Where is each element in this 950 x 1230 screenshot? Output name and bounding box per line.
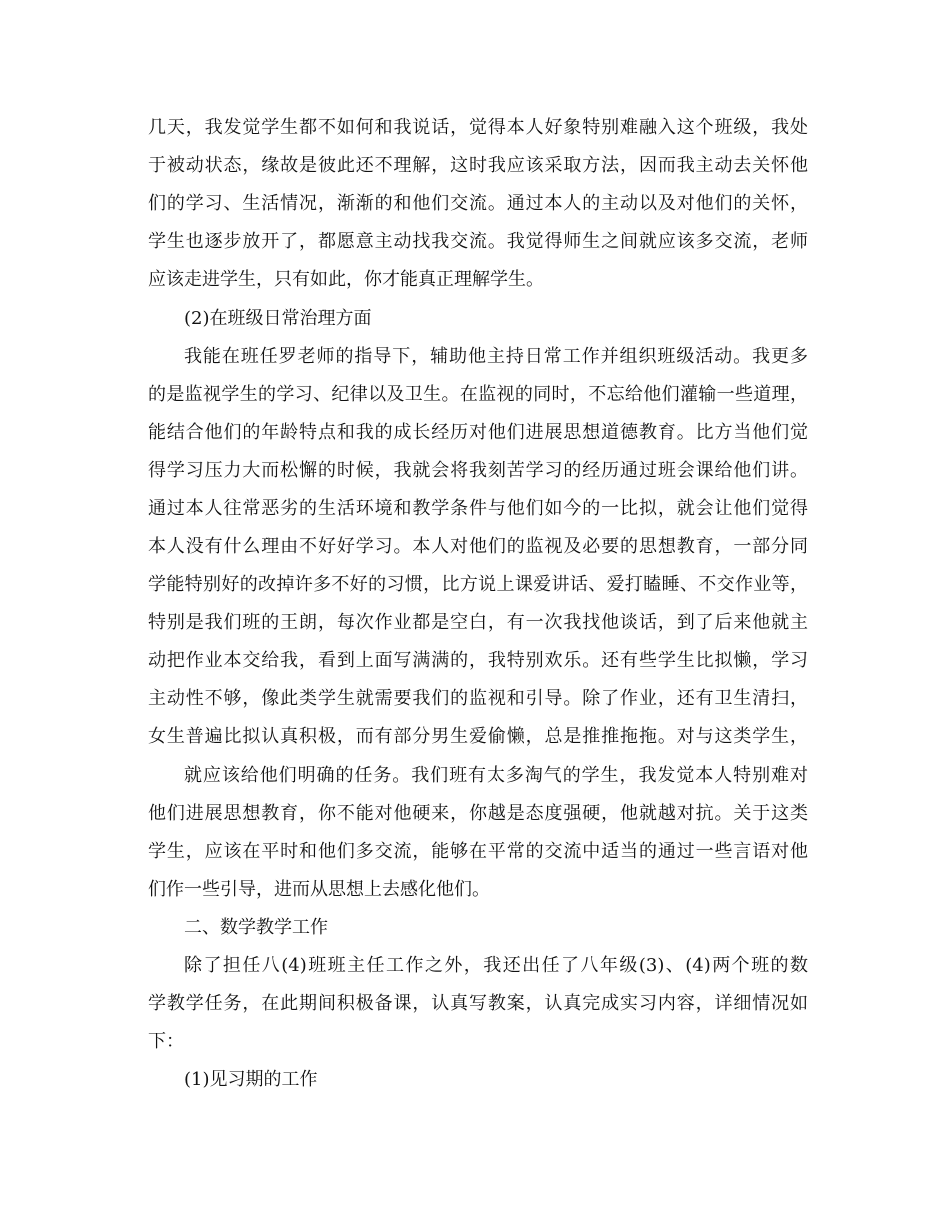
text-line: (1)见习期的工作: [184, 1069, 318, 1090]
text-line: 我能在班任罗老师的指导下，辅助他主持日常工作并组织班级活动。我更多: [184, 346, 808, 367]
text-line: 女生普遍比拟认真积极，而有部分男生爱偷懒，总是推推拖拖。对与这类学生，: [148, 726, 808, 747]
text-line: 主动性不够，像此类学生就需要我们的监视和引导。除了作业，还有卫生清扫，: [148, 688, 808, 709]
text-line: 得学习压力大而松懈的时候，我就会将我刻苦学习的经历通过班会课给他们讲。: [148, 460, 808, 481]
text-line: 学生，应该在平时和他们多交流，能够在平常的交流中适当的通过一些言语对他: [148, 841, 808, 862]
text-line: 能结合他们的年龄特点和我的成长经历对他们进展思想道德教育。比方当他们觉: [148, 422, 808, 443]
text-line: 动把作业本交给我，看到上面写满满的，我特别欢乐。还有些学生比拟懒，学习: [148, 650, 808, 671]
text-line: 本人没有什么理由不好好学习。本人对他们的监视及必要的思想教育，一部分同: [148, 536, 808, 557]
text-line: 应该走进学生，只有如此，你才能真正理解学生。: [148, 269, 544, 290]
text-line: 于被动状态，缘故是彼此还不理解，这时我应该采取方法，因而我主动去关怀他: [148, 155, 808, 176]
text-line: 学教学任务，在此期间积极备课，认真写教案，认真完成实习内容，详细情况如: [148, 993, 808, 1014]
text-line: 二、数学教学工作: [184, 917, 328, 938]
text-line: (2)在班级日常治理方面: [184, 308, 372, 329]
text-line: 就应该给他们明确的任务。我们班有太多淘气的学生，我发觉本人特别难对: [184, 765, 808, 786]
text-line: 的是监视学生的学习、纪律以及卫生。在监视的同时，不忘给他们灌输一些道理，: [148, 384, 808, 405]
text-line: 学生也逐步放开了，都愿意主动找我交流。我觉得师生之间就应该多交流，老师: [148, 231, 808, 252]
text-line: 特别是我们班的王朗，每次作业都是空白，有一次我找他谈话，到了后来他就主: [148, 612, 808, 633]
text-line: 除了担任八(4)班班主任工作之外，我还出任了八年级(3)、(4)两个班的数: [184, 955, 808, 976]
text-line: 们作一些引导，进而从思想上去感化他们。: [148, 879, 490, 900]
text-line: 通过本人往常恶劣的生活环境和教学条件与他们如今的一比拟，就会让他们觉得: [148, 498, 808, 519]
text-line: 下：: [148, 1031, 184, 1052]
text-line: 几天，我发觉学生都不如何和我说话，觉得本人好象特别难融入这个班级，我处: [148, 117, 808, 138]
text-line: 学能特别好的改掉许多不好的习惯，比方说上课爱讲话、爱打瞌睡、不交作业等，: [148, 574, 808, 595]
text-line: 们的学习、生活情况，渐渐的和他们交流。通过本人的主动以及对他们的关怀，: [148, 193, 808, 214]
text-line: 他们进展思想教育，你不能对他硬来，你越是态度强硬，他就越对抗。关于这类: [148, 803, 808, 824]
